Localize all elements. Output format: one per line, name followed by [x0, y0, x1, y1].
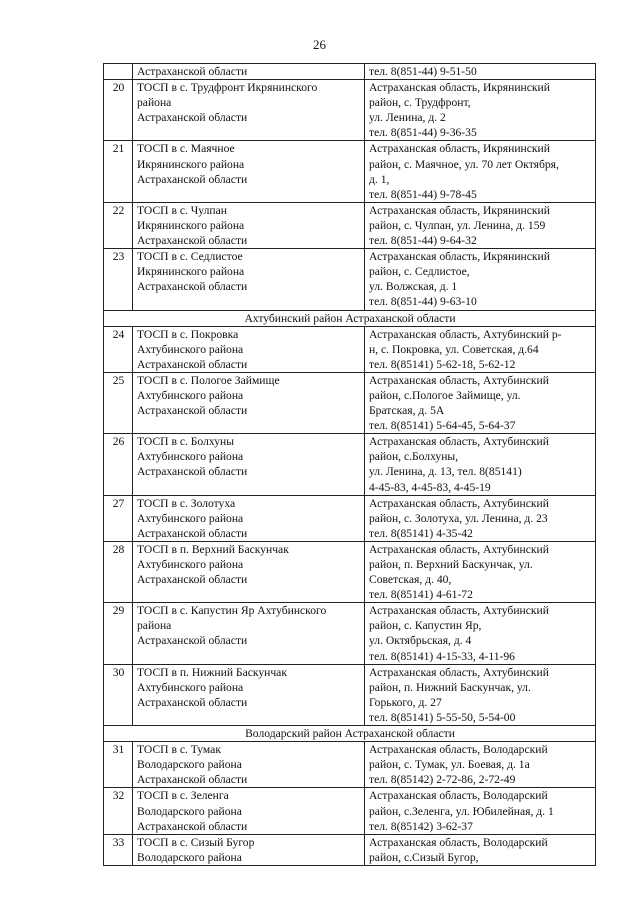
address-line: район, с.Сизый Бугор, [369, 850, 479, 864]
office-name-line: Ахтубинского района [137, 388, 244, 402]
address-line: Астраханская область, Ахтубинский [369, 604, 549, 618]
office-name-cell [133, 834, 365, 865]
row-number: 30 [104, 664, 133, 725]
office-name-line: ТОСП в с. Маячное [137, 142, 235, 156]
address-line: Астраханская область, Ахтубинский [369, 496, 549, 510]
address-line: тел. 8(851-44) 9-78-45 [369, 187, 477, 201]
office-name-line: ТОСП в с. Пологое Займище [137, 373, 280, 387]
address-line: район, с.Зеленга, ул. Юбилейная, д. 1 [369, 804, 554, 818]
region-header-row [104, 310, 596, 326]
address-line: тел. 8(85141) 5-62-18, 5-62-12 [369, 357, 516, 371]
row-number: 28 [104, 541, 133, 602]
office-name-line: Астраханской области [137, 465, 248, 479]
address-line: Братская, д. 5А [369, 404, 445, 418]
table-row [104, 64, 596, 80]
office-name-line: Володарского района [137, 758, 242, 772]
table-row [104, 742, 596, 788]
row-number: 23 [104, 249, 133, 310]
table-row [104, 141, 596, 202]
tosp-registry-table [103, 63, 596, 866]
address-line: ул. Волжская, д. 1 [369, 280, 458, 294]
address-line: ул. Ленина, д. 2 [369, 111, 446, 125]
office-name-cell [133, 603, 365, 664]
address-cell [365, 788, 596, 834]
address-cell [365, 141, 596, 202]
address-line: район, с. Золотуха, ул. Ленина, д. 23 [369, 511, 548, 525]
office-name-cell [133, 326, 365, 372]
address-line: район, с. Маячное, ул. 70 лет Октября, [369, 157, 559, 171]
office-name-line: Икрянинского района [137, 157, 245, 171]
address-line: Астраханская область, Икрянинский [369, 250, 550, 264]
office-name-cell [133, 141, 365, 202]
office-name-line: ТОСП в с. Золотуха [137, 496, 236, 510]
region-title: Ахтубинский район Астраханской области [104, 310, 596, 326]
office-name-cell [133, 372, 365, 433]
office-name-cell [133, 495, 365, 541]
row-number: 27 [104, 495, 133, 541]
address-line: район, с. Трудфронт, [369, 96, 471, 110]
address-cell [365, 541, 596, 602]
office-name-line: ТОСП в с. Покровка [137, 327, 239, 341]
office-name-line: ТОСП в с. Трудфронт Икрянинского [137, 81, 318, 95]
address-line: тел. 8(851-44) 9-36-35 [369, 126, 477, 140]
table-row [104, 603, 596, 664]
office-name-line: района [137, 96, 172, 110]
office-name-line: ТОСП в с. Болхуны [137, 435, 234, 449]
address-line: тел. 8(85141) 5-64-45, 5-64-37 [369, 419, 516, 433]
office-name-line: Астраханской области [137, 280, 248, 294]
office-name-line: района [137, 619, 172, 633]
office-name-line: Ахтубинского района [137, 450, 244, 464]
table-row [104, 434, 596, 495]
address-line: район, с.Пологое Займище, ул. [369, 388, 521, 402]
table-row [104, 664, 596, 725]
table-row [104, 249, 596, 310]
address-cell [365, 742, 596, 788]
table-row [104, 372, 596, 433]
office-name-line: Астраханской области [137, 111, 248, 125]
address-line: тел. 8(85142) 3-62-37 [369, 819, 473, 833]
office-name-line: Ахтубинского района [137, 680, 244, 694]
office-name-cell [133, 249, 365, 310]
office-name-line: Астраханской области [137, 65, 248, 78]
office-name-line: ТОСП в с. Сизый Бугор [137, 835, 255, 849]
page-number: 26 [313, 37, 326, 52]
row-number: 25 [104, 372, 133, 433]
address-line: тел. 8(851-44) 9-64-32 [369, 234, 477, 248]
address-line: тел. 8(851-44) 9-51-50 [369, 65, 477, 78]
address-line: район, с. Седлистое, [369, 265, 470, 279]
address-cell [365, 664, 596, 725]
table-row [104, 541, 596, 602]
office-name-line: Володарского района [137, 850, 242, 864]
office-name-line: Астраханской области [137, 819, 248, 833]
row-number: 26 [104, 434, 133, 495]
table-row [104, 326, 596, 372]
address-line: ул. Ленина, д. 13, тел. 8(85141) [369, 465, 522, 479]
table-row [104, 788, 596, 834]
address-line: тел. 8(851-44) 9-63-10 [369, 295, 477, 309]
office-name-line: Икрянинского района [137, 265, 245, 279]
office-name-line: ТОСП в с. Тумак [137, 743, 221, 757]
office-name-line: Астраханской области [137, 357, 248, 371]
row-number: 24 [104, 326, 133, 372]
address-line: тел. 8(85141) 5-55-50, 5-54-00 [369, 710, 516, 724]
address-line: Советская, д. 40, [369, 573, 452, 587]
office-name-cell [133, 80, 365, 141]
address-cell [365, 249, 596, 310]
address-line: Астраханская область, Володарский [369, 789, 548, 803]
office-name-line: ТОСП в с. Зеленга [137, 789, 229, 803]
address-line: тел. 8(85141) 4-61-72 [369, 588, 473, 602]
address-line: район, с. Чулпан, ул. Ленина, д. 159 [369, 218, 546, 232]
address-line: ул. Октябрьская, д. 4 [369, 634, 472, 648]
office-name-line: Ахтубинского района [137, 558, 244, 571]
address-cell [365, 326, 596, 372]
address-line: тел. 8(85141) 4-15-33, 4-11-96 [369, 649, 515, 663]
office-name-cell [133, 664, 365, 725]
address-line: район, с. Тумак, ул. Боевая, д. 1а [369, 758, 530, 772]
address-line: район, п. Нижний Баскунчак, ул. [369, 680, 531, 694]
address-line: Астраханская область, Володарский [369, 743, 548, 757]
office-name-cell [133, 788, 365, 834]
region-title: Володарский район Астраханской области [104, 726, 596, 742]
table-row [104, 202, 596, 248]
address-cell [365, 834, 596, 865]
row-number: 29 [104, 603, 133, 664]
address-line: тел. 8(85141) 4-35-42 [369, 526, 473, 540]
office-name-line: ТОСП в п. Нижний Баскунчак [137, 665, 287, 679]
office-name-line: Астраханской области [137, 234, 248, 248]
address-line: Астраханская область, Ахтубинский р- [369, 327, 562, 341]
office-name-line: Ахтубинского района [137, 511, 244, 525]
office-name-cell [133, 64, 365, 80]
row-number: 33 [104, 834, 133, 865]
row-number: 31 [104, 742, 133, 788]
office-name-line: Астраханской области [137, 773, 248, 787]
office-name-line: Володарского района [137, 804, 242, 818]
address-cell [365, 372, 596, 433]
office-name-line: ТОСП в с. Седлистое [137, 250, 243, 264]
address-line: н, с. Покровка, ул. Советская, д.64 [369, 342, 539, 356]
address-line: Астраханская область, Володарский [369, 835, 548, 849]
address-line: Астраханская область, Икрянинский [369, 81, 550, 95]
table-row [104, 495, 596, 541]
table-row [104, 834, 596, 865]
row-number [104, 64, 133, 80]
address-line: район, с. Капустин Яр, [369, 619, 482, 633]
office-name-line: Астраханской области [137, 172, 248, 186]
address-cell [365, 202, 596, 248]
address-cell [365, 64, 596, 80]
row-number: 32 [104, 788, 133, 834]
address-line: район, п. Верхний Баскунчак, ул. [369, 558, 533, 571]
address-line: тел. 8(85142) 2-72-86, 2-72-49 [369, 773, 516, 787]
table-row [104, 80, 596, 141]
office-name-line: ТОСП в с. Чулпан [137, 203, 227, 217]
office-name-line: Астраханской области [137, 526, 248, 540]
address-cell [365, 495, 596, 541]
address-cell [365, 434, 596, 495]
region-header-row [104, 726, 596, 742]
address-line: Астраханская область, Ахтубинский [369, 542, 549, 556]
office-name-cell [133, 742, 365, 788]
office-name-cell [133, 202, 365, 248]
office-name-line: Икрянинского района [137, 218, 245, 232]
office-name-line: Астраханской области [137, 404, 248, 418]
row-number: 22 [104, 202, 133, 248]
row-number: 21 [104, 141, 133, 202]
address-line: 4-45-83, 4-45-83, 4-45-19 [369, 480, 491, 494]
address-line: Астраханская область, Ахтубинский [369, 665, 549, 679]
office-name-line: ТОСП в с. Капустин Яр Ахтубинского [137, 604, 327, 618]
address-cell [365, 603, 596, 664]
office-name-line: Астраханской области [137, 634, 248, 648]
address-line: Астраханская область, Ахтубинский [369, 373, 549, 387]
office-name-line: Астраханской области [137, 573, 248, 587]
table-body [104, 64, 596, 866]
address-line: Горького, д. 27 [369, 695, 442, 709]
office-name-line: ТОСП в п. Верхний Баскунчак [137, 542, 289, 556]
office-name-line: Ахтубинского района [137, 342, 244, 356]
address-line: Астраханская область, Икрянинский [369, 203, 550, 217]
address-line: Астраханская область, Икрянинский [369, 142, 550, 156]
address-line: Астраханская область, Ахтубинский [369, 435, 549, 449]
office-name-cell [133, 541, 365, 602]
row-number: 20 [104, 80, 133, 141]
address-line: район, с.Болхуны, [369, 450, 459, 464]
office-name-line: Астраханской области [137, 695, 248, 709]
office-name-cell [133, 434, 365, 495]
address-cell [365, 80, 596, 141]
address-line: д. 1, [369, 172, 390, 186]
